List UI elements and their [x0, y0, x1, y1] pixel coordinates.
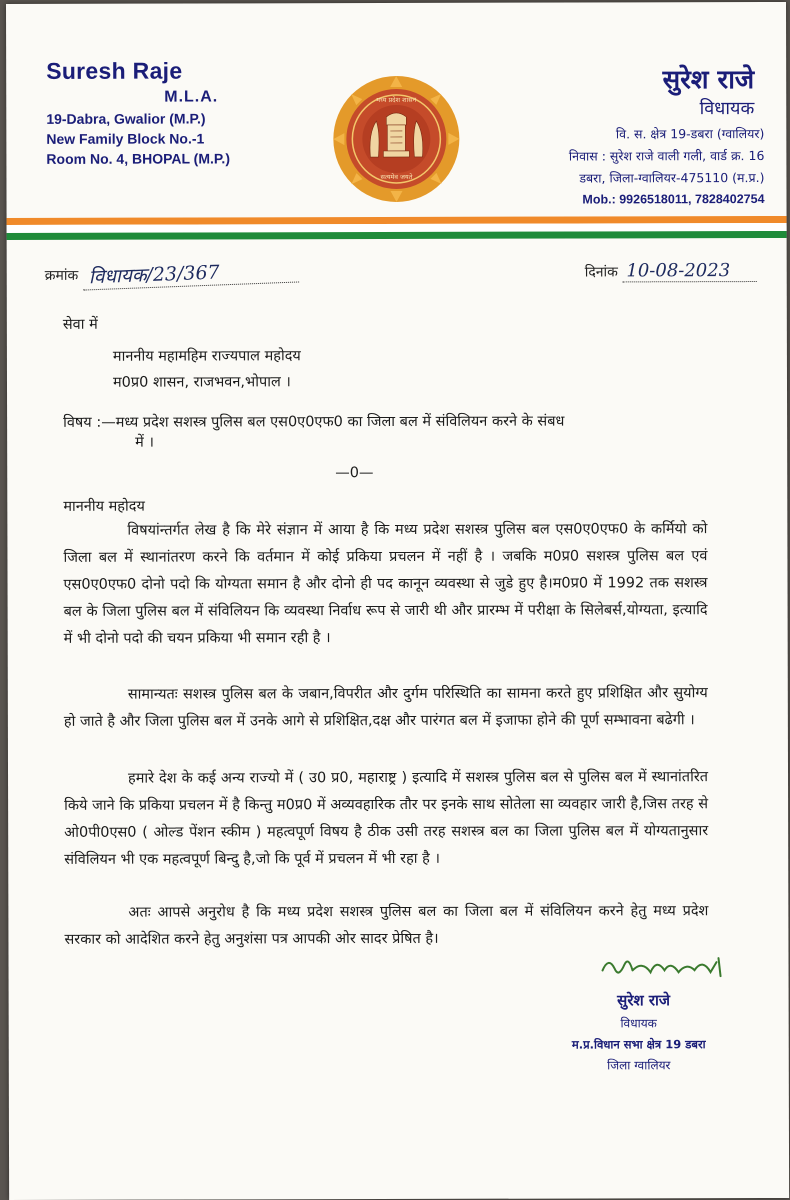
- mla-name-hindi: सुरेश राजे: [662, 65, 755, 96]
- letter-date: [585, 260, 757, 282]
- paragraph-1: विषयांन्तर्गत लेख है कि मेरे संज्ञान में आया है कि मध्य प्रदेश सशस्त्र पुलिस बल एस0ए0एफ0 के कर्मियो को जिला बल में स्थानांतरण करने कि वर्तमान में कोई प्रकिया प्रचलन में नहीं है । जबकि म0प्र0 सशस्त्र पुलिस बल एवं एस0ए0एफ0 दोनो पदो कि योग्यता समान है और दोनो ही पद कानून व्यवस्था से जुडे हुए है।म0प्र0 में 1992 तक सशस्त्र बल के जिला पुलिस बल में संविलियन कि व्यवस्था निर्वाध रूप से जारी थी और प्रारम्भ में परीक्षा के सिलेबर्स,योग्यता, इत्यादि में भी दोनो पदो की चयन प्रकिया भी समान रही है ।: [63, 521, 708, 647]
- stamp-name: सुरेश राजे: [617, 991, 671, 1010]
- english-letterhead: [46, 57, 286, 167]
- separator: —0—: [335, 465, 374, 482]
- reference-label: क्रमांक: [44, 267, 79, 284]
- tricolor-band: [7, 216, 787, 240]
- stamp-constituency: म.प्र.विधान सभा क्षेत्र 19 डबरा: [571, 1037, 706, 1052]
- address-line-1: 19-Dabra, Gwalior (M.P.): [46, 110, 206, 127]
- stamp-title: विधायक: [620, 1016, 657, 1031]
- emblem-bottom-text: सत्यमेव जयते: [380, 172, 413, 182]
- letter-sheet: [6, 2, 789, 1200]
- date-value: 10-08-2023: [622, 260, 756, 282]
- reference-value: विधायक/23/367: [82, 255, 299, 290]
- date-label: दिनांक: [584, 264, 618, 281]
- recipient-name: माननीय महामहिम राज्यपाल महोदय: [112, 348, 301, 365]
- reference-number: [45, 259, 299, 287]
- stamp-district: जिला ग्वालियर: [607, 1058, 671, 1073]
- hindi-address-line-1: वि. स. क्षेत्र 19-डबरा (ग्वालियर): [615, 126, 765, 142]
- hindi-letterhead: [434, 60, 764, 207]
- official-stamp: [549, 990, 729, 1073]
- subject-line-2: में ।: [135, 434, 154, 451]
- recipient-address: म0प्र0 शासन, राजभवन,भोपाल ।: [112, 374, 291, 391]
- address-line-3: Room No. 4, BHOPAL (M.P.): [46, 150, 231, 167]
- mla-name-english: Suresh Raje: [46, 57, 183, 84]
- paragraph-4: अतः आपसे अनुरोध है कि मध्य प्रदेश सशस्त्र पुलिस बल का जिला बल में संविलियन करने हेतु मध्य प्रदेश सरकार को आदेशित करने हेतु अनुशंसा पत्र आपकी ओर सादर प्रेषित है।: [64, 903, 709, 948]
- mobile-numbers: Mob.: 9926518011, 7828402754: [582, 192, 765, 207]
- green-stripe: [7, 231, 787, 240]
- hindi-address-line-2: निवास : सुरेश राजे वाली गली, वार्ड क्र. 16: [568, 148, 765, 164]
- hindi-address-line-3: डबरा, जिला-ग्वालियर-475110 (म.प्र.): [579, 170, 765, 186]
- to-label: सेवा में: [62, 316, 98, 333]
- subject-line-1: विषय :—मध्य प्रदेश सशस्त्र पुलिस बल एस0ए0एफ0 का जिला बल में संविलियन करने के संबध: [63, 413, 565, 431]
- handwritten-signature: [598, 950, 728, 984]
- mla-title-english: M.L.A.: [164, 88, 219, 106]
- paragraph-2: सामान्यतः सशस्त्र पुलिस बल के जबान,विपरीत और दुर्गम परिस्थिति का सामना करते हुए प्रशिक्षित और सुयोग्य हो जाते है और जिला पुलिस बल में उनके आगे से प्रशिक्षित,दक्ष और पारंगत बल में इजाफा होने की पूर्ण सम्भावना बढेगी ।: [63, 685, 708, 730]
- address-line-2: New Family Block No.-1: [46, 130, 205, 147]
- paragraph-3: हमारे देश के कई अन्य राज्यो में ( उ0 प्र0, महाराष्ट्र ) इत्यादि में सशस्त्र पुलिस बल से पुलिस बल में स्थानांतरित किये जाने कि प्रकिया प्रचलन में है किन्तु म0प्र0 में अव्यवहारिक तौर पर इनके साथ सोतेला सा व्यवहार जारी है,जिस तरह से ओ0पी0एस0 ( ओल्ड पेंशन स्कीम ) महत्वपूर्ण विषय है ठीक उसी तरह सशस्त्र बल का जिला पुलिस बल में योग्यतानुसार संविलियन भी एक महत्वपूर्ण बिन्दु है,जो कि पूर्व में प्रचलन में भी रहा है ।: [64, 769, 709, 868]
- emblem-top-text: मध्य प्रदेश शासन: [376, 95, 417, 105]
- salutation: माननीय महोदय: [63, 498, 145, 515]
- mla-title-hindi: विधायक: [699, 98, 755, 120]
